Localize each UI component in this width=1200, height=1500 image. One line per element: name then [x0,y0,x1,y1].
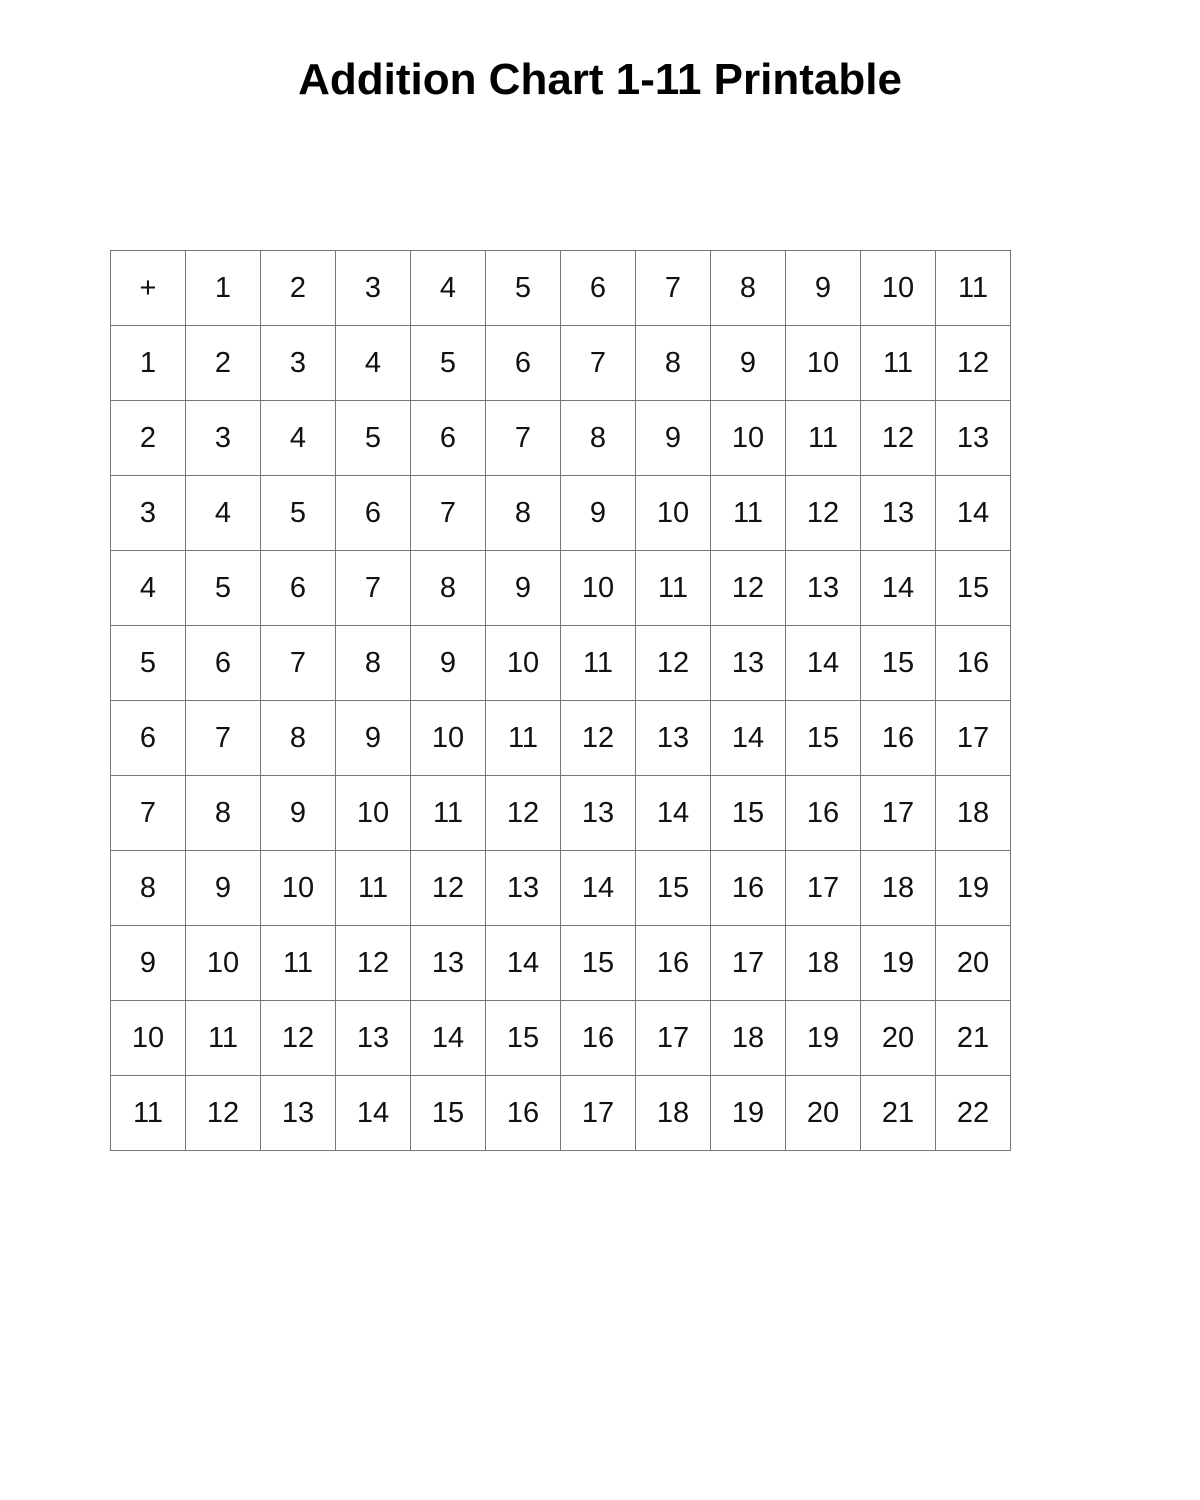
table-row [111,851,1011,926]
sum-cell: 10 [711,401,786,476]
row-header-cell: 9 [111,926,186,1001]
sum-cell: 10 [486,626,561,701]
row-header-cell: 10 [111,1001,186,1076]
sum-cell: 16 [861,701,936,776]
sum-cell: 7 [261,626,336,701]
sum-cell: 12 [636,626,711,701]
sum-cell: 7 [486,401,561,476]
row-header-cell: 5 [111,626,186,701]
sum-cell: 4 [336,326,411,401]
sum-cell: 19 [786,1001,861,1076]
sum-cell: 16 [486,1076,561,1151]
sum-cell: 10 [561,551,636,626]
sum-cell: 9 [186,851,261,926]
sum-cell: 6 [261,551,336,626]
sum-cell: 15 [786,701,861,776]
sum-cell: 10 [261,851,336,926]
sum-cell: 11 [786,401,861,476]
table-row [111,776,1011,851]
row-header-cell: 2 [111,401,186,476]
sum-cell: 8 [186,776,261,851]
sum-cell: 15 [411,1076,486,1151]
column-header-cell: 7 [636,251,711,326]
sum-cell: 17 [936,701,1011,776]
sum-cell: 10 [411,701,486,776]
sum-cell: 10 [336,776,411,851]
sum-cell: 13 [711,626,786,701]
sum-cell: 16 [786,776,861,851]
sum-cell: 15 [711,776,786,851]
sum-cell: 11 [336,851,411,926]
sum-cell: 19 [711,1076,786,1151]
sum-cell: 11 [711,476,786,551]
column-header-cell: 1 [186,251,261,326]
column-header-cell: 9 [786,251,861,326]
column-header-cell: 8 [711,251,786,326]
column-header-cell: 2 [261,251,336,326]
sum-cell: 20 [861,1001,936,1076]
sum-cell: 15 [561,926,636,1001]
column-header-cell: 10 [861,251,936,326]
sum-cell: 7 [561,326,636,401]
row-header-cell: 6 [111,701,186,776]
addition-chart-table [110,250,1011,1151]
sum-cell: 21 [861,1076,936,1151]
sum-cell: 10 [186,926,261,1001]
row-header-cell: 1 [111,326,186,401]
sum-cell: 12 [936,326,1011,401]
header-row [111,251,1011,326]
row-header-cell: 8 [111,851,186,926]
addition-chart-body [111,251,1011,1151]
sum-cell: 9 [411,626,486,701]
sum-cell: 17 [636,1001,711,1076]
sum-cell: 17 [561,1076,636,1151]
sum-cell: 5 [186,551,261,626]
row-header-cell: 4 [111,551,186,626]
sum-cell: 16 [936,626,1011,701]
sum-cell: 14 [336,1076,411,1151]
sum-cell: 18 [786,926,861,1001]
sum-cell: 13 [411,926,486,1001]
table-row [111,1076,1011,1151]
sum-cell: 11 [186,1001,261,1076]
sum-cell: 13 [636,701,711,776]
sum-cell: 19 [861,926,936,1001]
sum-cell: 12 [261,1001,336,1076]
sum-cell: 7 [411,476,486,551]
column-header-cell: 11 [936,251,1011,326]
sum-cell: 13 [336,1001,411,1076]
sum-cell: 12 [486,776,561,851]
sum-cell: 13 [261,1076,336,1151]
sum-cell: 6 [336,476,411,551]
sum-cell: 13 [861,476,936,551]
column-header-cell: 5 [486,251,561,326]
sum-cell: 12 [411,851,486,926]
sum-cell: 11 [636,551,711,626]
sum-cell: 7 [186,701,261,776]
page-title: Addition Chart 1-11 Printable [298,55,902,104]
sum-cell: 14 [636,776,711,851]
sum-cell: 12 [336,926,411,1001]
sum-cell: 11 [411,776,486,851]
sum-cell: 8 [486,476,561,551]
sum-cell: 4 [186,476,261,551]
sum-cell: 13 [936,401,1011,476]
sum-cell: 18 [936,776,1011,851]
sum-cell: 8 [636,326,711,401]
sum-cell: 9 [711,326,786,401]
row-header-cell: 7 [111,776,186,851]
sum-cell: 14 [861,551,936,626]
sum-cell: 12 [186,1076,261,1151]
sum-cell: 3 [261,326,336,401]
corner-cell: + [111,251,186,326]
sum-cell: 15 [861,626,936,701]
sum-cell: 22 [936,1076,1011,1151]
sum-cell: 15 [636,851,711,926]
row-header-cell: 3 [111,476,186,551]
sum-cell: 9 [561,476,636,551]
table-row [111,701,1011,776]
sum-cell: 8 [261,701,336,776]
sum-cell: 20 [936,926,1011,1001]
sum-cell: 13 [786,551,861,626]
sum-cell: 6 [486,326,561,401]
sum-cell: 11 [561,626,636,701]
sum-cell: 10 [636,476,711,551]
sum-cell: 16 [711,851,786,926]
table-row [111,1001,1011,1076]
sum-cell: 18 [636,1076,711,1151]
table-row [111,476,1011,551]
sum-cell: 18 [861,851,936,926]
table-row [111,626,1011,701]
table-row [111,551,1011,626]
sum-cell: 17 [861,776,936,851]
table-row [111,401,1011,476]
sum-cell: 6 [186,626,261,701]
sum-cell: 5 [261,476,336,551]
sum-cell: 8 [411,551,486,626]
sum-cell: 14 [411,1001,486,1076]
sum-cell: 15 [936,551,1011,626]
sum-cell: 13 [561,776,636,851]
sum-cell: 9 [486,551,561,626]
column-header-cell: 4 [411,251,486,326]
sum-cell: 7 [336,551,411,626]
sum-cell: 14 [486,926,561,1001]
sum-cell: 9 [336,701,411,776]
sum-cell: 13 [486,851,561,926]
sum-cell: 12 [711,551,786,626]
sum-cell: 15 [486,1001,561,1076]
column-header-cell: 6 [561,251,636,326]
sum-cell: 8 [561,401,636,476]
sum-cell: 12 [561,701,636,776]
sum-cell: 16 [561,1001,636,1076]
sum-cell: 14 [786,626,861,701]
sum-cell: 17 [711,926,786,1001]
row-header-cell: 11 [111,1076,186,1151]
sum-cell: 14 [711,701,786,776]
table-row [111,326,1011,401]
sum-cell: 20 [786,1076,861,1151]
sum-cell: 4 [261,401,336,476]
sum-cell: 12 [786,476,861,551]
sum-cell: 11 [861,326,936,401]
sum-cell: 2 [186,326,261,401]
sum-cell: 21 [936,1001,1011,1076]
sum-cell: 11 [486,701,561,776]
column-header-cell: 3 [336,251,411,326]
sum-cell: 17 [786,851,861,926]
sum-cell: 12 [861,401,936,476]
sum-cell: 9 [261,776,336,851]
sum-cell: 11 [261,926,336,1001]
sum-cell: 19 [936,851,1011,926]
sum-cell: 3 [186,401,261,476]
sum-cell: 10 [786,326,861,401]
table-row [111,926,1011,1001]
sum-cell: 5 [336,401,411,476]
sum-cell: 14 [936,476,1011,551]
sum-cell: 18 [711,1001,786,1076]
sum-cell: 14 [561,851,636,926]
sum-cell: 5 [411,326,486,401]
sum-cell: 6 [411,401,486,476]
sum-cell: 16 [636,926,711,1001]
sum-cell: 9 [636,401,711,476]
sum-cell: 8 [336,626,411,701]
